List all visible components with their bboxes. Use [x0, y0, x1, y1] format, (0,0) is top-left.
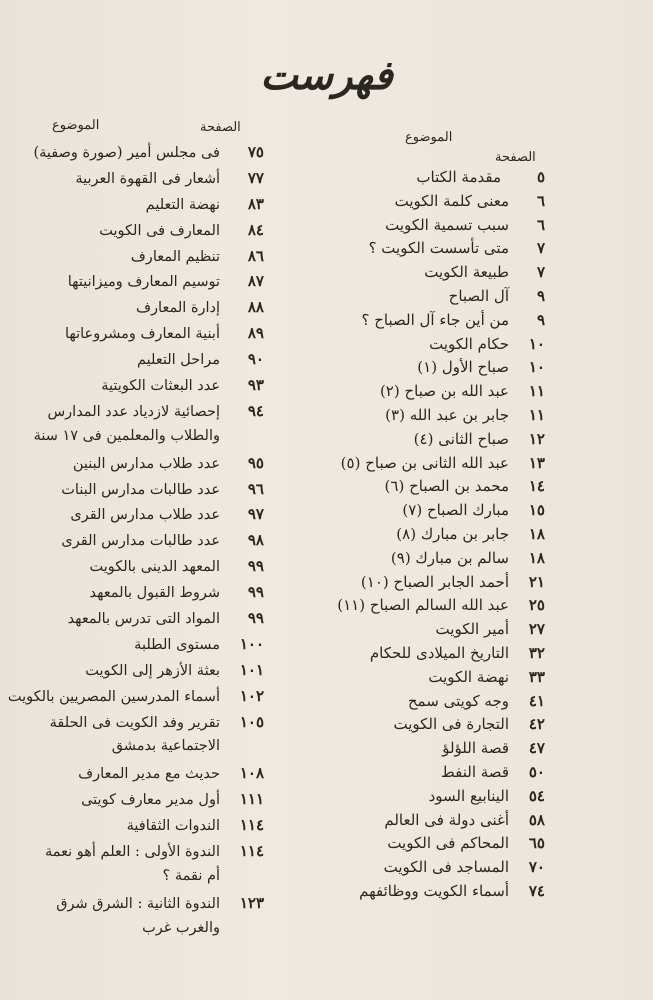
right-index-column: [290, 168, 545, 906]
index-entry: [290, 263, 545, 287]
entry-topic: بعثة الأزهر إلى الكويت: [85, 662, 220, 679]
entry-page-number: ٢٥: [528, 596, 545, 615]
entry-page-number: ٨٣: [247, 194, 264, 213]
entry-page-number: ٩٩: [247, 557, 264, 576]
entry-topic: الندوة الأولى : العلم أهو نعمة: [44, 844, 220, 861]
index-entry: [290, 287, 545, 311]
entry-topic: من أين جاء آل الصباح ؟: [361, 310, 509, 329]
entry-page-number: ٣٢: [528, 643, 545, 662]
entry-page-number: ٨٩: [247, 324, 264, 343]
entry-topic: طبيعة الكويت: [424, 263, 509, 282]
index-entry: [6, 247, 264, 273]
index-entry: [290, 787, 545, 811]
entry-topic: تنظيم المعارف: [130, 248, 220, 265]
entry-topic: نهضة الكويت: [428, 667, 509, 686]
entry-page-number: ٨٨: [247, 298, 264, 317]
index-entry: [290, 501, 545, 525]
index-entry: [290, 454, 545, 478]
entry-page-number: ١٣: [528, 453, 545, 472]
entry-topic: مقدمة الكتاب: [416, 168, 501, 186]
entry-page-number: ١٠: [528, 334, 545, 353]
entry-topic: معنى كلمة الكويت: [394, 191, 509, 210]
index-entry: [6, 221, 264, 247]
entry-page-number: ٩٧: [247, 505, 264, 524]
entry-page-number: ١١: [528, 405, 545, 424]
entry-page-number: ٥٨: [528, 810, 545, 829]
index-entry: [6, 350, 264, 376]
entry-topic: عدد طالبات مدارس القرى: [61, 533, 220, 550]
index-entry: [290, 858, 545, 882]
index-entry: [290, 739, 545, 763]
entry-page-number: ١٠١: [239, 660, 264, 679]
entry-topic: التجارة فى الكويت: [393, 715, 509, 734]
entry-topic: والطلاب والمعلمين فى ١٧ سنة: [33, 427, 220, 444]
index-entry: [6, 557, 264, 583]
entry-topic: سبب تسمية الكويت: [385, 215, 509, 234]
entry-page-number: ٤١: [528, 691, 545, 710]
entry-page-number: ٩٨: [247, 531, 264, 550]
entry-topic: عبد الله السالم الصباح (١١): [337, 596, 509, 615]
entry-page-number: ١٢: [528, 429, 545, 448]
entry-page-number: ٩: [536, 286, 545, 305]
entry-topic: مراحل التعليم: [137, 352, 220, 369]
entry-page-number: ١٢٣: [239, 893, 264, 912]
index-entry: [290, 620, 545, 644]
entry-page-number: ١١: [528, 382, 545, 401]
index-entry: [6, 635, 264, 661]
index-entry: [290, 311, 545, 335]
index-entry: [290, 216, 545, 240]
entry-topic: حديث مع مدير المعارف: [78, 766, 220, 783]
left-page-header: الصفحة: [200, 120, 241, 135]
index-entry: [6, 298, 264, 324]
entry-topic: المعارف فى الكويت: [99, 222, 220, 239]
entry-topic: عدد طالبات مدارس البنات: [61, 481, 220, 498]
entry-topic: مستوى الطلبة: [134, 636, 220, 653]
entry-page-number: ٤٧: [528, 739, 545, 758]
index-entry: [290, 358, 545, 382]
entry-page-number: ٧٧: [247, 168, 264, 187]
entry-page-number: ١١٤: [239, 816, 264, 835]
entry-page-number: ٦: [536, 191, 545, 210]
entry-page-number: ٩٩: [247, 609, 264, 628]
entry-page-number: ٦: [536, 215, 545, 234]
index-entry: [290, 168, 545, 192]
entry-topic: وجه كويتى سمح: [407, 691, 509, 710]
entry-page-number: ١٥: [528, 501, 545, 520]
entry-topic: محمد بن الصباح (٦): [384, 477, 509, 496]
entry-topic: الندوات الثقافية: [126, 818, 220, 835]
entry-page-number: ٥٠: [528, 762, 545, 781]
index-entry: [290, 406, 545, 430]
index-entry: [290, 335, 545, 359]
entry-page-number: ٨٤: [247, 220, 264, 239]
entry-topic: أمير الكويت: [435, 620, 509, 639]
entry-topic: نهضة التعليم: [145, 196, 220, 213]
index-entry: [6, 505, 264, 531]
index-entry: [6, 920, 264, 946]
entry-topic: عدد طلاب مدارس البنين: [72, 455, 220, 472]
index-entry: [290, 811, 545, 835]
index-entry: [6, 661, 264, 687]
entry-page-number: ٣٣: [528, 667, 545, 686]
entry-page-number: ٧٤: [528, 881, 545, 900]
entry-page-number: ٩٤: [247, 401, 264, 420]
index-entry: [6, 169, 264, 195]
entry-page-number: ٢٧: [528, 620, 545, 639]
page-title: فهرست: [260, 52, 393, 99]
entry-topic: صباح الأول (١): [417, 358, 509, 377]
index-entry: [290, 668, 545, 692]
index-entry: [290, 239, 545, 263]
index-entry: [6, 376, 264, 402]
entry-topic: عبد الله بن صباح (٢): [379, 382, 509, 401]
entry-topic: المحاكم فى الكويت: [387, 834, 509, 853]
index-entry: [290, 525, 545, 549]
entry-topic: إحصائية لازدياد عدد المدارس: [47, 403, 220, 420]
index-entry: [6, 687, 264, 713]
entry-page-number: ١٠٨: [239, 764, 264, 783]
entry-topic: عدد طلاب مدارس القرى: [70, 507, 220, 524]
entry-topic: المساجد فى الكويت: [383, 858, 509, 877]
index-entry: [6, 195, 264, 221]
entry-topic: آل الصباح: [448, 286, 509, 305]
entry-topic: مبارك الصباح (٧): [402, 501, 509, 520]
left-index-column: [6, 143, 264, 946]
entry-page-number: ١٤: [528, 477, 545, 496]
index-entry: [290, 430, 545, 454]
entry-topic: أبنية المعارف ومشروعاتها: [65, 326, 220, 343]
entry-topic: صباح الثانى (٤): [413, 429, 509, 448]
entry-page-number: ١١٤: [239, 842, 264, 861]
index-entry: [6, 454, 264, 480]
entry-topic: أشعار فى القهوة العربية: [75, 170, 220, 187]
index-entry: [6, 816, 264, 842]
index-entry: [6, 324, 264, 350]
index-entry: [290, 834, 545, 858]
entry-page-number: ٥٤: [528, 786, 545, 805]
entry-page-number: ٧: [536, 239, 545, 258]
index-entry: [6, 272, 264, 298]
entry-topic: تقرير وفد الكويت فى الحلقة: [49, 714, 220, 731]
index-entry: [290, 549, 545, 573]
entry-topic: المواد التى تدرس بالمعهد: [67, 611, 220, 628]
entry-page-number: ٢١: [528, 572, 545, 591]
index-entry: [6, 738, 264, 764]
index-entry: [6, 531, 264, 557]
entry-page-number: ٨٦: [247, 246, 264, 265]
entry-page-number: ٧٠: [528, 858, 545, 877]
index-entry: [6, 790, 264, 816]
entry-topic: المعهد الدينى بالكويت: [89, 559, 220, 576]
entry-topic: التاريخ الميلادى للحكام: [369, 643, 509, 662]
entry-topic: توسيم المعارف وميزانيتها: [67, 274, 220, 291]
entry-topic: أغنى دولة فى العالم: [384, 810, 509, 829]
index-entry: [290, 882, 545, 906]
entry-page-number: ٤٢: [528, 715, 545, 734]
index-entry: [6, 764, 264, 790]
entry-page-number: ٩٥: [247, 453, 264, 472]
entry-page-number: ٧: [536, 263, 545, 282]
entry-page-number: ٩٩: [247, 583, 264, 602]
index-entry: [6, 842, 264, 868]
entry-topic: إدارة المعارف: [136, 300, 220, 317]
entry-topic: أسماء المدرسين المصريين بالكويت: [7, 688, 220, 705]
entry-topic: قصة النفط: [440, 762, 509, 781]
entry-page-number: ١١١: [239, 790, 264, 809]
right-page-header: الصفحة: [495, 150, 536, 165]
index-entry: [6, 402, 264, 428]
entry-page-number: ١٨: [528, 524, 545, 543]
right-topic-header: الموضوع: [405, 130, 453, 145]
entry-page-number: ١٠٢: [239, 686, 264, 705]
entry-topic: أم نقمة ؟: [162, 867, 220, 884]
index-entry: [290, 382, 545, 406]
entry-topic: عبد الله الثانى بن صباح (٥): [340, 453, 509, 472]
entry-topic: أسماء الكويت ووظائفهم: [359, 881, 509, 900]
entry-page-number: ٩: [536, 310, 545, 329]
entry-page-number: ١٨: [528, 548, 545, 567]
entry-topic: متى تأسست الكويت ؟: [368, 239, 509, 258]
entry-topic: حكام الكويت: [429, 334, 509, 353]
index-entry: [290, 644, 545, 668]
entry-topic: أحمد الجابر الصباح (١٠): [360, 572, 509, 591]
index-entry: [6, 583, 264, 609]
left-topic-header: الموضوع: [52, 118, 100, 133]
entry-topic: الندوة الثانية : الشرق شرق: [56, 895, 220, 912]
entry-topic: شروط القبول بالمعهد: [89, 585, 220, 602]
entry-topic: جابر بن مبارك (٨): [396, 524, 509, 543]
entry-topic: الينابيع السود: [428, 786, 509, 805]
index-entry: [6, 894, 264, 920]
entry-page-number: ٧٥: [247, 143, 264, 161]
entry-page-number: ١٠٠: [239, 634, 264, 653]
entry-page-number: ٦٥: [528, 834, 545, 853]
entry-page-number: ٩٦: [247, 479, 264, 498]
index-entry: [290, 763, 545, 787]
index-entry: [6, 609, 264, 635]
index-entry: [290, 477, 545, 501]
entry-topic: أول مدير معارف كويتى: [81, 792, 220, 809]
index-entry: [290, 715, 545, 739]
entry-topic: قصة اللؤلؤ: [442, 739, 509, 758]
entry-page-number: ٥: [536, 168, 545, 186]
index-entry: [6, 713, 264, 739]
entry-page-number: ١٠٥: [239, 712, 264, 731]
index-entry: [6, 428, 264, 454]
entry-topic: جابر بن عبد الله (٣): [385, 405, 509, 424]
entry-topic: والغرب غرب: [142, 919, 220, 936]
entry-topic: عدد البعثات الكويتية: [101, 378, 220, 395]
index-entry: [290, 692, 545, 716]
index-entry: [290, 596, 545, 620]
entry-page-number: ١٠: [528, 358, 545, 377]
index-entry: [6, 868, 264, 894]
entry-page-number: ٩٠: [247, 350, 264, 369]
entry-page-number: ٨٧: [247, 272, 264, 291]
index-entry: [290, 573, 545, 597]
index-entry: [290, 192, 545, 216]
entry-topic: الاجتماعية بدمشق: [111, 738, 220, 755]
index-entry: [6, 143, 264, 169]
index-entry: [6, 480, 264, 506]
entry-topic: فى مجلس أمير (صورة وصفية): [33, 145, 220, 161]
entry-topic: سالم بن مبارك (٩): [390, 548, 509, 567]
entry-page-number: ٩٣: [247, 376, 264, 395]
